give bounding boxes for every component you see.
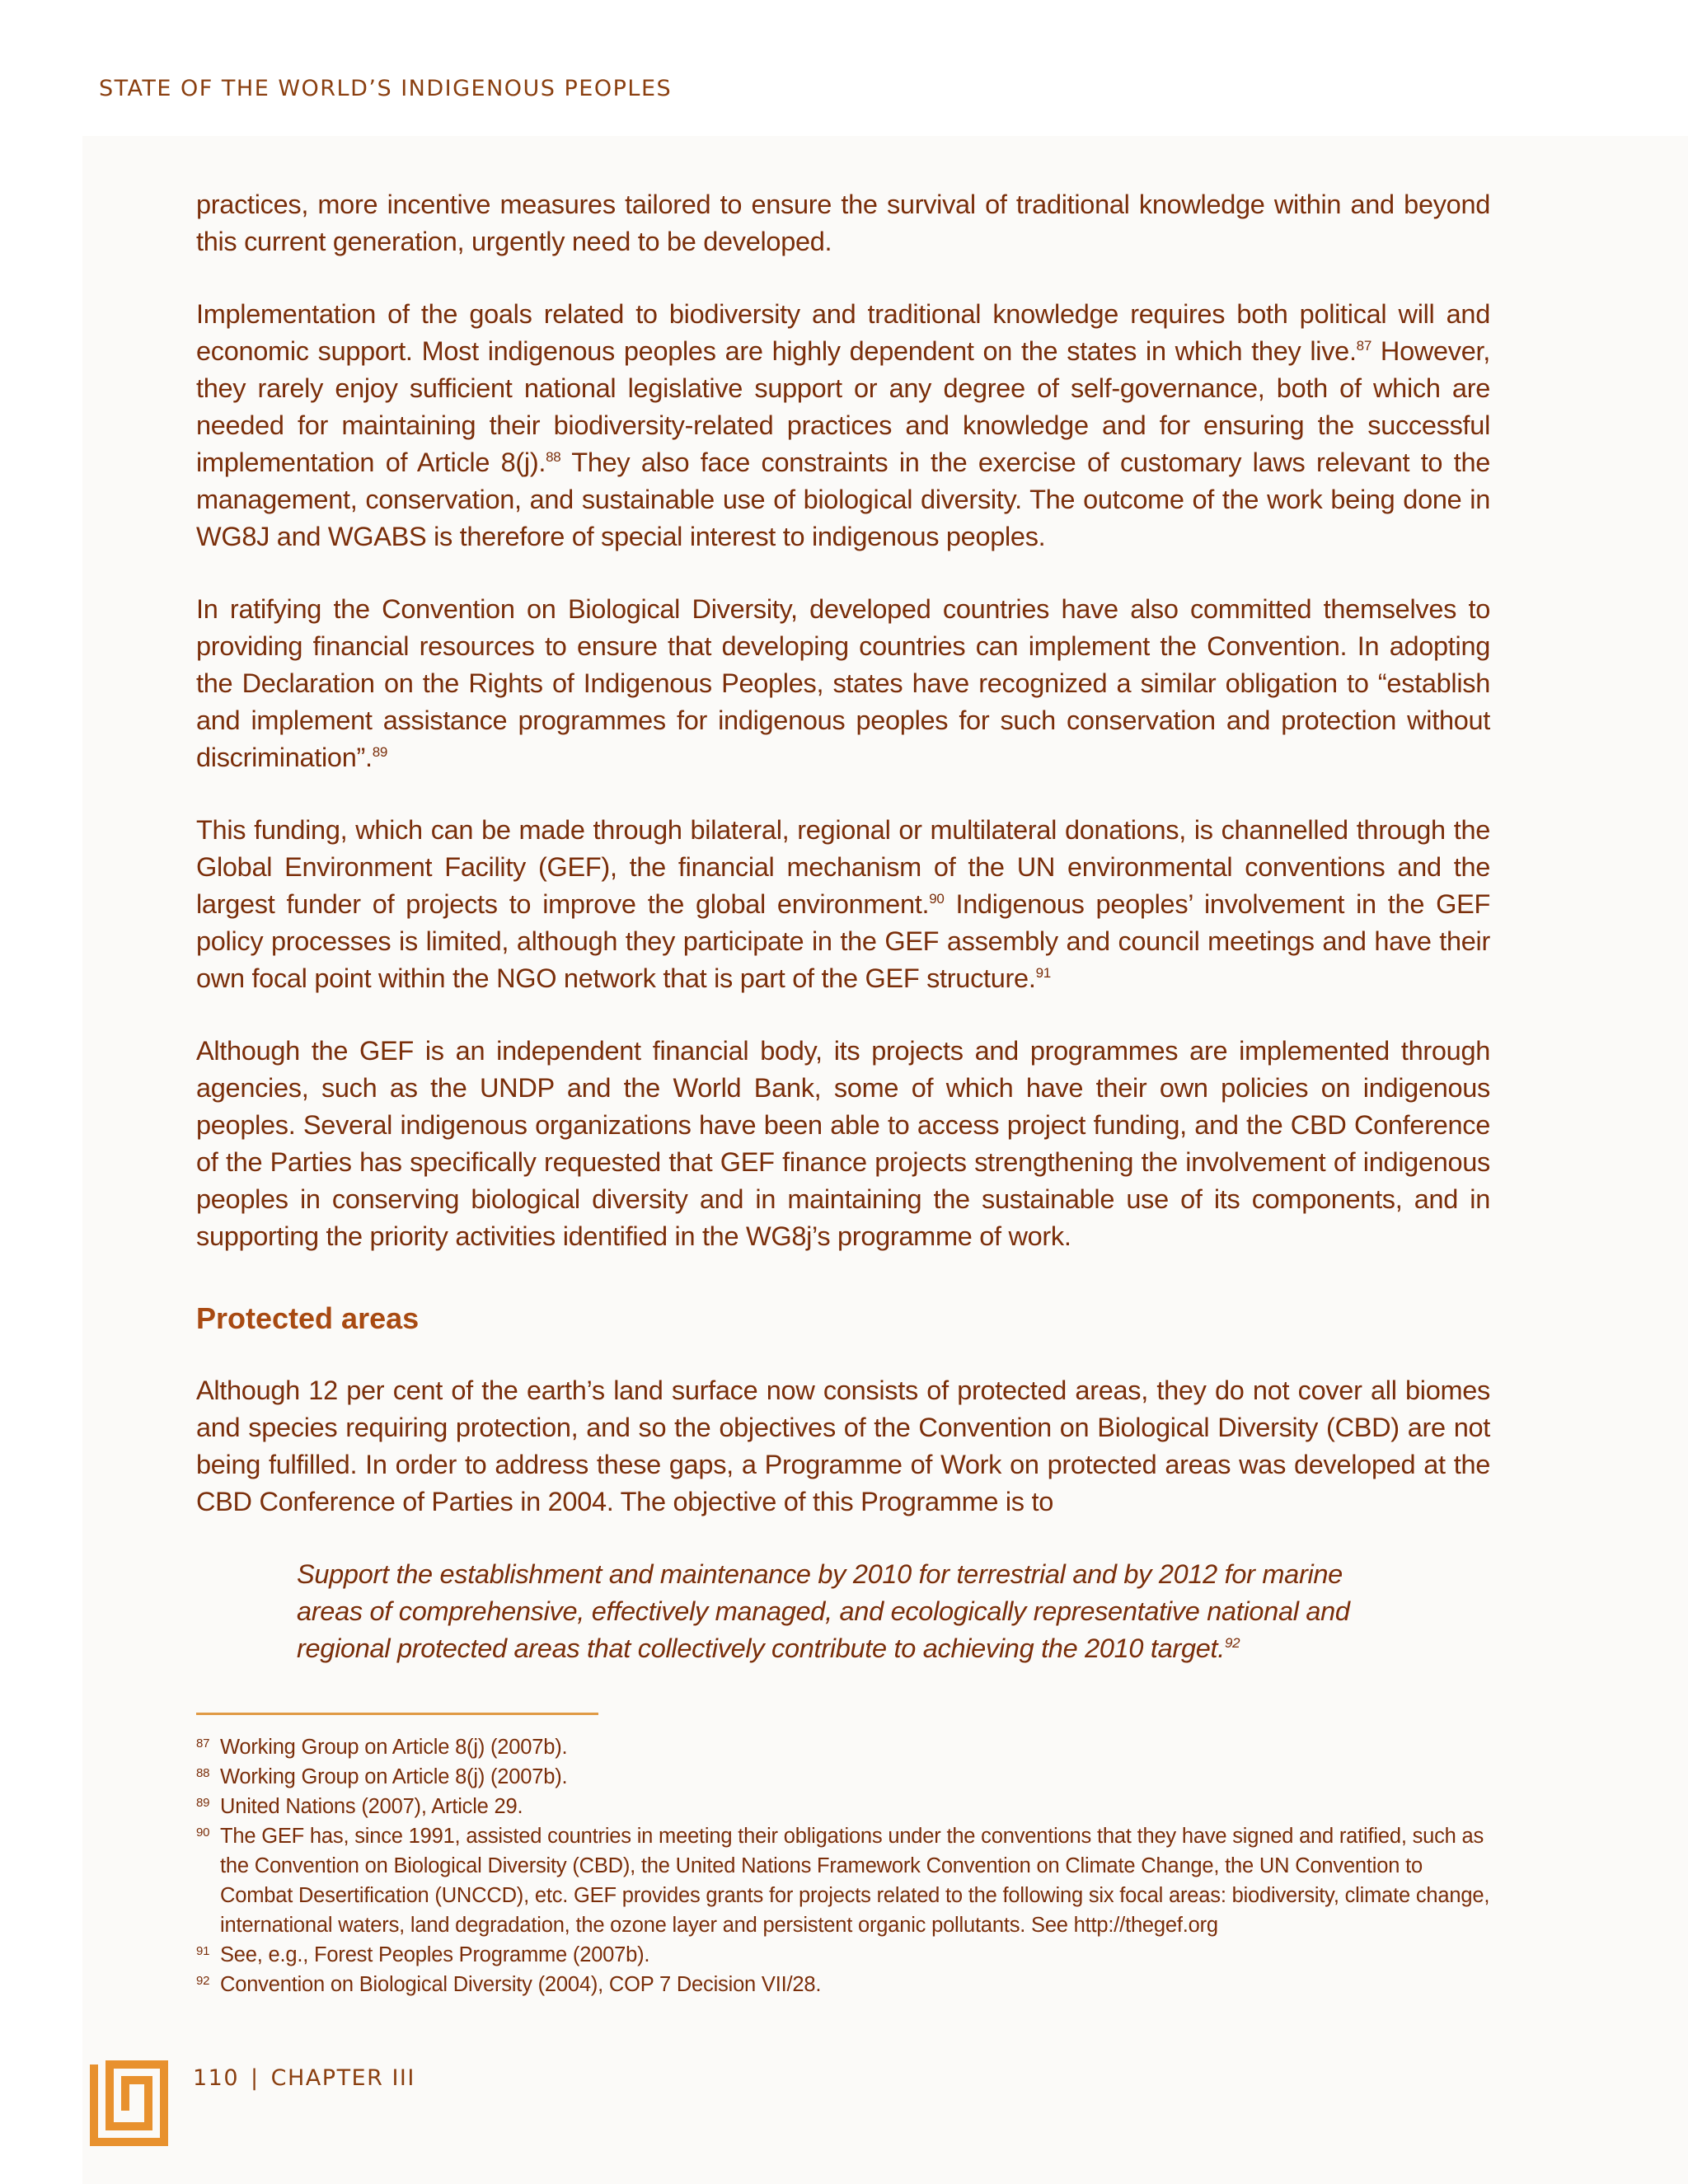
footnote-number: 87 [196,1736,210,1750]
spiral-logo-icon [82,2060,168,2146]
footnote-number: 91 [196,1944,210,1958]
footnote-ref-91: 91 [1035,965,1051,982]
footnote-text: Working Group on Article 8(j) (2007b). [220,1736,568,1759]
footnote-ref-92: 92 [1224,1635,1240,1652]
block-quote [297,1556,1391,1667]
footnote-ref-87: 87 [1356,338,1372,354]
footnotes [196,1732,1490,1999]
footnote-ref-88: 88 [546,449,561,466]
footer-separator: | [251,2065,260,2091]
block-quote-text: Support the establishment and maintenance by 2010 for terrestrial and by 2012 for marine areas of comprehensive, effectively managed, and ecologically representative national and regional protected areas that collectively contribute to achieving the 2010 target. [297,1559,1350,1663]
paragraph-4-part-a: This funding, which can be made through bilateral, regional or multilateral donations, is channelled through the Global Environment Facility (GEF), the financial mechanism of the UN environmental conventions and the largest funder of projects to improve the global environment. [196,815,1490,919]
paragraph-4 [196,812,1490,997]
footnote-text: The GEF has, since 1991, assisted countries in meeting their obligations under the conventions that they have signed and ratified, such as the Convention on Biological Diversity (CBD), the United Nations Framework Convention on Climate Change, the UN Convention to Combat Desertification (UNCCD), etc. GEF provides grants for projects related to the following six focal areas: biodiversity, climate change, international waters, land degradation, the ozone layer and persistent organic pollutants. See http://thegef.org [220,1825,1490,1937]
footnote-89 [196,1792,1490,1821]
paragraph-2-part-a: Implementation of the goals related to biodiversity and traditional knowledge requires both political will and economic support. Most indigenous peoples are highly dependent on the states in which they live. [196,299,1490,366]
footnote-92 [196,1970,1490,1999]
paragraph-2-part-b: However, they rarely enjoy sufficient national legislative support or any degree of self-governance, both of which are needed for maintaining their biodiversity-related practices and knowledge and for ensuring the successful implementation of Article 8(j). [196,336,1490,477]
footnote-ref-89: 89 [372,744,388,761]
footnote-text: United Nations (2007), Article 29. [220,1795,523,1818]
footnote-88 [196,1762,1490,1792]
paragraph-3 [196,591,1490,776]
footnote-ref-90: 90 [929,891,945,907]
paragraph-4-part-b: Indigenous peoples’ involvement in the GEF policy processes is limited, although they participate in the GEF assembly and council meetings and have their own focal point within the NGO network that is part of the GEF structure. [196,889,1491,993]
footnote-number: 92 [196,1974,210,1988]
paragraph-6: Although 12 per cent of the earth’s land surface now consists of protected areas, they do not cover all biomes and species requiring protection, and so the objectives of the Convention on Biological Diversity (CBD) are not being fulfilled. In order to address these gaps, a Programme of Work on protected areas was developed at the CBD Conference of Parties in 2004. The objective of this Programme is to [196,1376,1490,1516]
footnote-text: Convention on Biological Diversity (2004), COP 7 Decision VII/28. [220,1973,822,1996]
paragraph-5: Although the GEF is an independent financial body, its projects and programmes are implemented through agencies, such as the UNDP and the World Bank, some of which have their own policies on indigenous peoples. Several indigenous organizations have been able to access project funding, and the CBD Conference of the Parties has specifically requested that GEF finance projects strengthening the involvement of indigenous peoples in conserving biological diversity and in maintaining the sustainable use of its components, and in supporting the priority activities identified in the WG8j’s programme of work. [196,1036,1490,1251]
footnote-90 [196,1821,1490,1940]
footnote-text: See, e.g., Forest Peoples Programme (2007b). [220,1943,650,1966]
paragraph-2 [196,296,1490,555]
footnote-divider [196,1713,598,1715]
running-header: STATE OF THE WORLD’S INDIGENOUS PEOPLES [99,76,673,101]
paragraph-1: practices, more incentive measures tailored to ensure the survival of traditional knowledge within and beyond this current generation, urgently need to be developed. [196,190,1490,256]
footnote-number: 90 [196,1825,210,1840]
paragraph-3-text: In ratifying the Convention on Biological Diversity, developed countries have also committed themselves to providing financial resources to ensure that developing countries can implement the Convention. In adopting the Declaration on the Rights of Indigenous Peoples, states have recognized a similar obligation to “establish and implement assistance programmes for indigenous peoples for such conservation and protection without discrimination”. [196,594,1490,772]
footnote-number: 88 [196,1766,210,1780]
footnote-87 [196,1732,1490,1762]
footnote-text: Working Group on Article 8(j) (2007b). [220,1765,568,1788]
footnote-number: 89 [196,1796,210,1810]
paragraph-2-part-c: They also face constraints in the exercise of customary laws relevant to the management, conservation, and sustainable use of biological diversity. The outcome of the work being done in WG8J and WGABS is therefore of special interest to indigenous peoples. [196,448,1490,551]
chapter-label: CHAPTER III [270,2065,415,2091]
section-heading: Protected areas [196,1301,420,1335]
body-text [196,186,1490,1708]
footer-text [193,2065,415,2091]
footnote-91 [196,1940,1490,1970]
page-number: 110 [193,2065,240,2091]
